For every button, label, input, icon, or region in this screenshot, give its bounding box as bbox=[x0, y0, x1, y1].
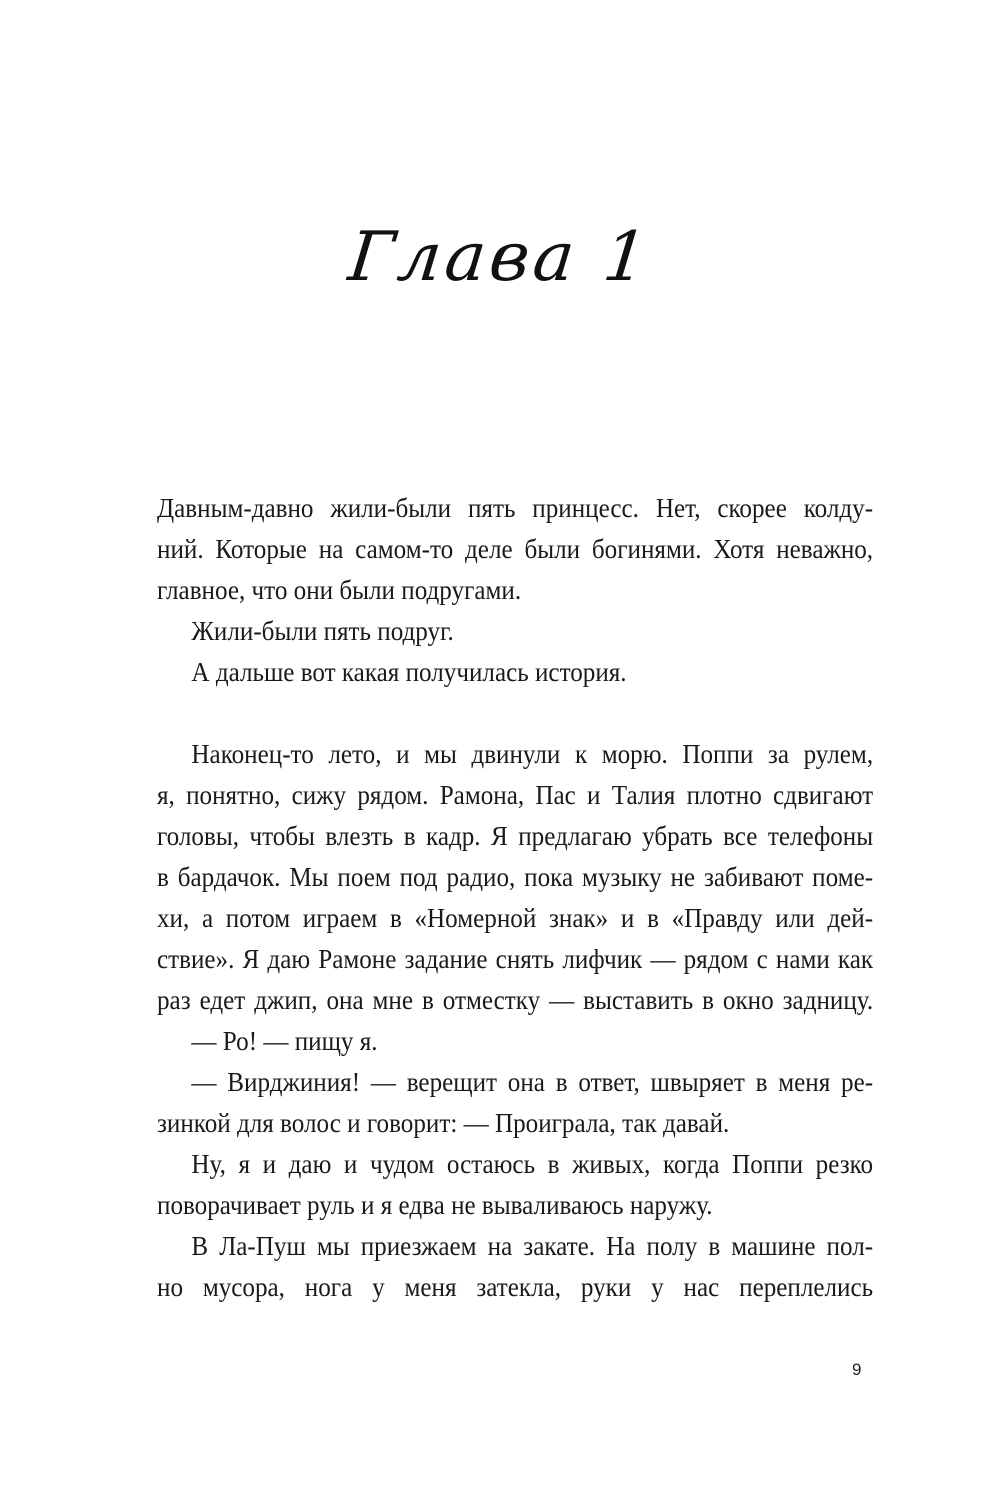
text-line: В Ла-Пуш мы приезжаем на закате. На полу в машине пол- bbox=[191, 1231, 874, 1261]
text-line: ний. Которые на самом-то деле были богинями. Хотя неважно, bbox=[157, 534, 874, 564]
text-line: головы, чтобы влезть в кадр. Я предлагаю убрать все телефоны bbox=[157, 821, 874, 851]
chapter-title: Глава 1 bbox=[344, 218, 656, 297]
page-number: 9 bbox=[852, 1360, 862, 1379]
text-line: я, понятно, сижу рядом. Рамона, Пас и Талия плотно сдвигают bbox=[157, 780, 874, 810]
text-line: А дальше вот какая получилась история. bbox=[191, 657, 627, 687]
text-line: зинкой для волос и говорит: — Проиграла, так давай. bbox=[157, 1108, 730, 1138]
text-block bbox=[157, 488, 873, 1308]
text-line: Жили-были пять подруг. bbox=[191, 616, 454, 646]
text-line: ствие». Я даю Рамоне задание снять лифчик — рядом с нами как bbox=[157, 944, 874, 974]
text-line: поворачивает руль и я едва не вываливаюсь наружу. bbox=[157, 1190, 713, 1220]
text-line: в бардачок. Мы поем под радио, пока музыку не забивают поме- bbox=[157, 862, 874, 892]
text-line: — Вирджиния! — верещит она в ответ, швыряет в меня ре- bbox=[191, 1067, 874, 1097]
text-line: Наконец-то лето, и мы двинули к морю. Поппи за рулем, bbox=[191, 739, 874, 769]
text-line: раз едет джип, она мне в отместку — выставить в окно задницу. bbox=[157, 985, 874, 1015]
text-line: Давным-давно жили-были пять принцесс. Нет, скорее колду- bbox=[157, 493, 874, 523]
section-break bbox=[157, 693, 873, 734]
body-text bbox=[157, 488, 873, 1308]
text-line: но мусора, нога у меня затекла, руки у нас переплелись bbox=[157, 1272, 874, 1302]
text-line: Ну, я и даю и чудом остаюсь в живых, когда Поппи резко bbox=[191, 1149, 874, 1179]
text-line: хи, а потом играем в «Номерной знак» и в «Правду или дей- bbox=[157, 903, 874, 933]
text-line: — Ро! — пищу я. bbox=[191, 1026, 378, 1056]
text-line: главное, что они были подругами. bbox=[157, 575, 522, 605]
